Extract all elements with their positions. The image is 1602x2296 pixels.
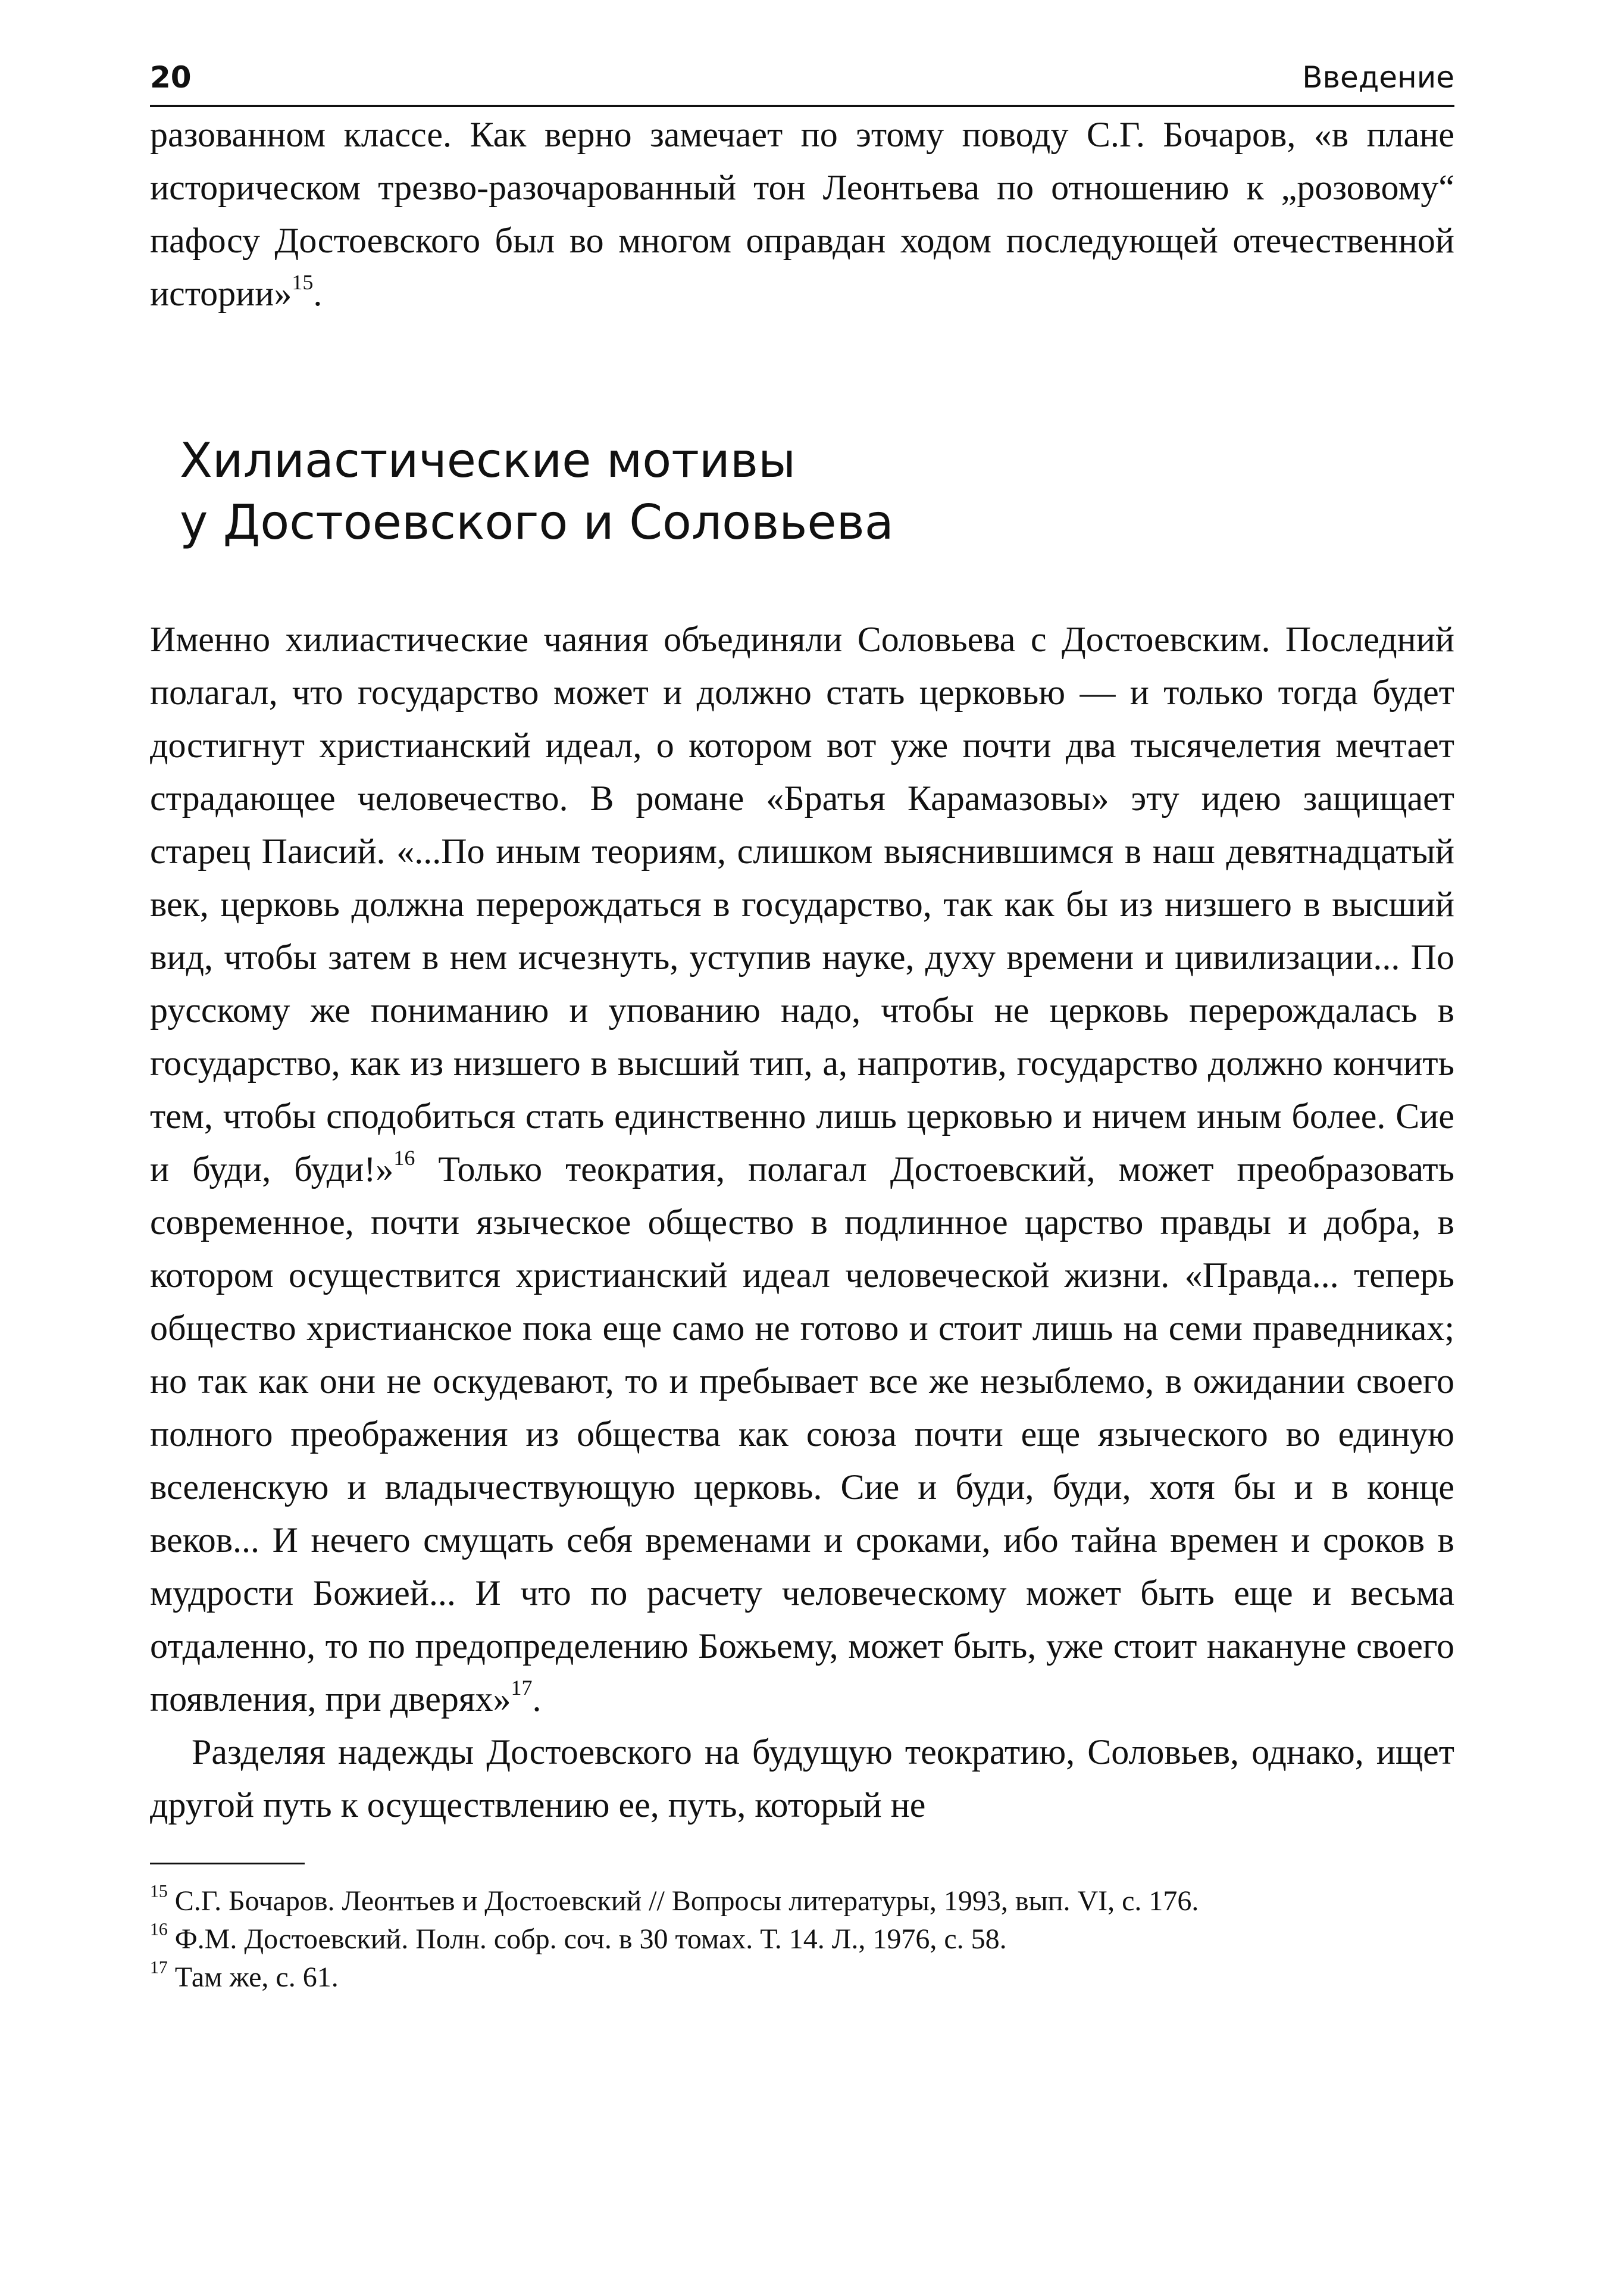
running-header <box>150 54 1454 101</box>
paragraph-2-text: Разделяя надежды Достоевского на будущую теократию, Соловьев, однако, ищет другой путь к осуществлению ее, путь, который не <box>150 1732 1454 1825</box>
footnote-number: 16 <box>150 1919 168 1939</box>
page-content <box>150 54 1454 1997</box>
footnote-15 <box>150 1882 1454 1920</box>
footnote-ref-15: 15 <box>292 270 314 294</box>
footnote-17 <box>150 1958 1454 1997</box>
footnote-text: Там же, с. 61. <box>174 1961 339 1993</box>
paragraph-1-part-2: Только теократия, полагал Достоевский, может преобразовать современное, почти языческое общество в подлинное царство правды и добра, в котором осуществится христианский идеал человеческой жизни. «Правда... теперь общество христианское пока еще само не готово и стоит лишь на семи праведниках; но так как они не оскудевают, то и пребывает все же незыблемо, в ожидании своего полного преображения из общества как союза почти еще языческого во единую вселенскую и владычествующую церковь. Сие и буди, буди, хотя бы и в конце веков... И нечего смущать себя временами и сроками, ибо тайна времен и сроков в мудрости Божией... И что по расчету человеческому может быть еще и весьма отдаленно, то по предопределению Божьему, может быть, уже стоит накануне своего появления, при дверях» <box>150 1149 1454 1719</box>
footnote-16 <box>150 1920 1454 1958</box>
footnote-text: Ф.М. Достоевский. Полн. собр. соч. в 30 томах. Т. 14. Л., 1976, с. 58. <box>174 1923 1007 1955</box>
section-heading-line-1: Хилиастические мотивы <box>180 433 796 488</box>
running-section-title: Введение <box>1302 60 1454 95</box>
footnote-number: 17 <box>150 1957 168 1978</box>
footnotes <box>150 1882 1454 1997</box>
footnote-ref-16: 16 <box>393 1146 415 1170</box>
footnote-text: С.Г. Бочаров. Леонтьев и Достоевский // Вопросы литературы, 1993, вып. VI, с. 176. <box>174 1885 1199 1917</box>
page-number: 20 <box>150 60 192 95</box>
paragraph-2 <box>150 1726 1454 1832</box>
footnote-ref-17: 17 <box>511 1676 533 1700</box>
paragraph-1-tail: . <box>532 1679 542 1719</box>
intro-paragraph-text: разованном классе. Как верно замечает по этому поводу С.Г. Бочаров, «в плане историческом трезво-разочарованный тон Леонтьева по отношению к „розовому“ пафосу Достоевского был во многом оправдан ходом последующей отечественной истории» <box>150 115 1454 313</box>
paragraph-1 <box>150 613 1454 1726</box>
intro-paragraph <box>150 108 1454 320</box>
section-heading-line-2: у Достоевского и Соловьева <box>180 495 894 550</box>
footnote-number: 15 <box>150 1881 168 1901</box>
footnote-separator <box>150 1863 305 1864</box>
section-heading <box>180 430 1454 554</box>
header-rule <box>150 105 1454 107</box>
section-body <box>150 613 1454 1832</box>
intro-paragraph-tail: . <box>313 274 323 313</box>
paragraph-1-part-1: Именно хилиастические чаяния объединяли Соловьева с Достоевским. Последний полагал, что государство может и должно стать церковью — и только тогда будет достигнут христианский идеал, о котором вот уже почти два тысячелетия мечтает страдающее человечество. В романе «Братья Карамазовы» эту идею защищает старец Паисий. «...По иным теориям, слишком выяснившимся в наш девятнадцатый век, церковь должна перерождаться в государство, так как бы из низшего в высший вид, чтобы затем в нем исчезнуть, уступив науке, духу времени и цивилизации... По русскому же пониманию и упованию надо, чтобы не церковь перерождалась в государство, как из низшего в высший тип, а, напротив, государство должно кончить тем, чтобы сподобиться стать единственно лишь церковью и ничем иным более. Сие и буди, буди!» <box>150 620 1454 1189</box>
